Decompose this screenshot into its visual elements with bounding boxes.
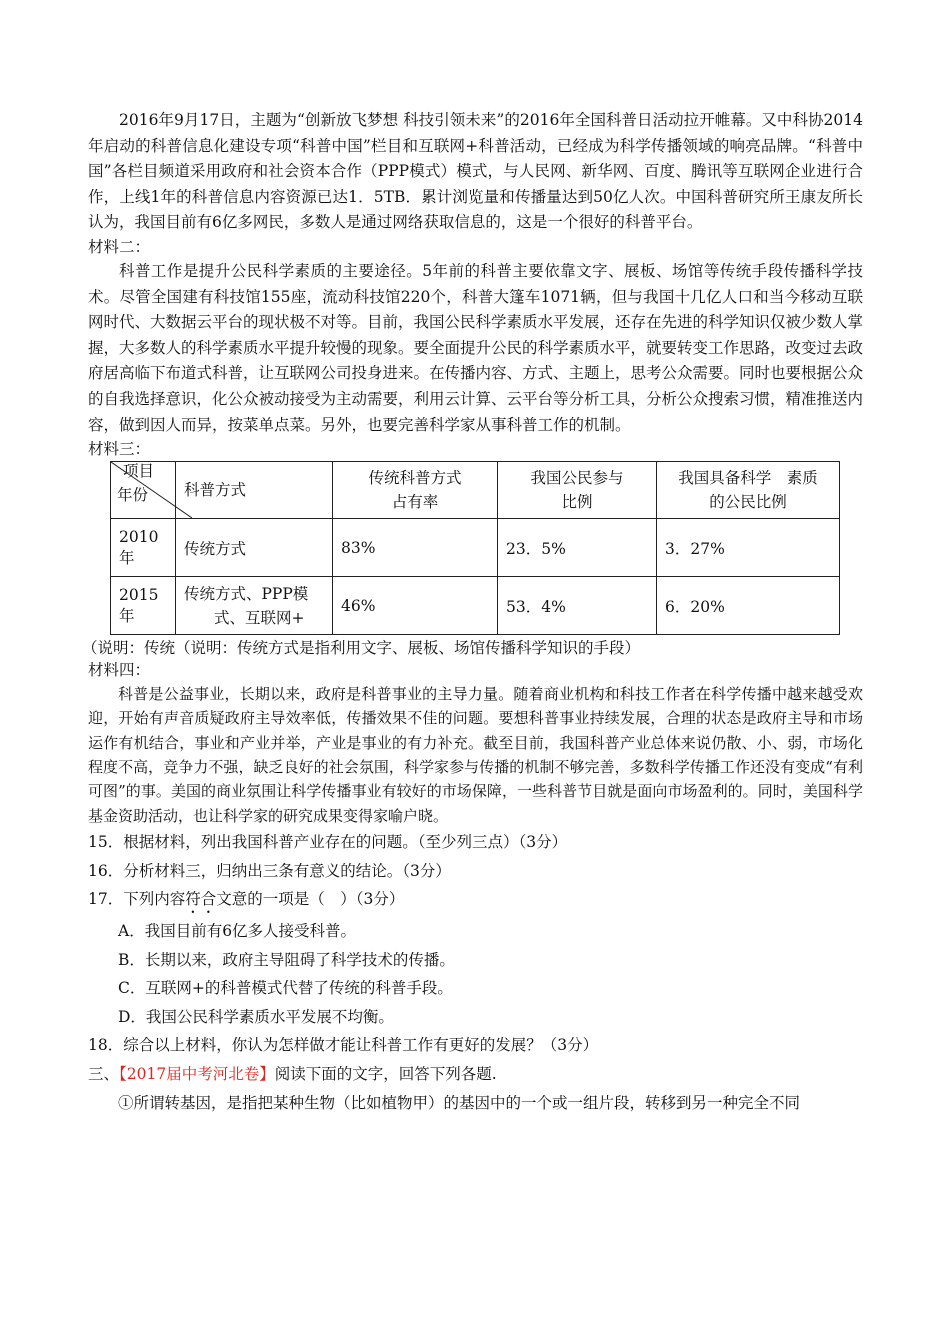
table-row	[111, 519, 840, 577]
question-15: 15．根据材料，列出我国科普产业存在的问题。（至少列三点）（3分）	[88, 832, 568, 851]
row-year: 2015年	[111, 577, 176, 635]
question-16: 16．分析材料三，归纳出三条有意义的结论。（3分）	[88, 861, 451, 880]
question-17-post: 文意的一项是（ ）（3分）	[216, 890, 405, 909]
row-participation: 53．4%	[498, 577, 657, 635]
section-3-heading	[88, 1060, 863, 1089]
material2-paragraph: 科普工作是提升公民科学素质的主要途径。5年前的科普主要依靠文字、展板、场馆等传统手段传播科学技术。尽管全国建有科技馆155座，流动科技馆220个，科普大篷车1071辆，但与我国十几亿人口和当今移动互联网时代、大数据云平台的现状极不对等。目前，我国公民科学素质水平发展，还存在先进的科学知识仅被少数人掌握，大多数人的科学素质水平提升较慢的现象。要全面提升公民的科学素质水平，就要转变工作思路，改变过去政府居高临下布道式科普，让互联网公司投身进来。在传播内容、方式、主题上，思考公众需要。同时也要根据公众的自我选择意识，化公众被动接受为主动需要，利用云计算、云平台等分析工具，分析公众搜索习惯，精准推送内容，做到因人而异，按菜单点菜。另外，也要完善科学家从事科普工作的机制。	[88, 261, 864, 434]
material1-paragraph: 2016年9月17日，主题为“创新放飞梦想 科技引领未来”的2016年全国科普日活动拉开帷幕。又中科协2014年启动的科普信息化建设专项“科普中国”栏目和互联网+科普活动，已经成为科学传播领域的响亮品牌。“科普中国”各栏目频道采用政府和社会资本合作（PPP模式）模式，与人民网、新华网、百度、腾讯等互联网企业进行合作，上线1年的科普信息内容资源已达1．5TB．累计浏览量和传播量达到50亿人次。中国科普研究所王康友所长认为，我国目前有6亿多网民，多数人是通过网络获取信息的，这是一个很好的科普平台。	[88, 111, 863, 232]
row-participation: 23．5%	[498, 519, 657, 577]
header-share-line2: 占有率	[391, 493, 439, 512]
option-d: D．我国公民科学素质水平发展不均衡。	[118, 1007, 394, 1026]
table-row	[111, 577, 840, 635]
question-18: 18．综合以上材料，你认为怎样做才能让科普工作有更好的发展？（3分）	[88, 1036, 599, 1055]
header-mode	[176, 462, 333, 519]
material4-paragraph: 科普是公益事业，长期以来，政府是科普事业的主导力量。随着商业机构和科技工作者在科学传播中越来越受欢迎，开始有声音质疑政府主导效率低，传播效果不佳的问题。要想科普事业持续发展，合理的状态是政府主导和市场运作有机结合，事业和产业并举，产业是事业的有力补充。截至目前，我国科普产业总体来说仍散、小、弱，市场化程度不高，竞争力不强，缺乏良好的社会氛围，科学家参与传播的机制不够完善，多数科学传播工作还没有变成“有利可图”的事。美国的商业氛围让科学传播事业有较好的市场保障，一些科普节目就是面向市场盈利的。同时，美国科学基金资助活动，也让科学家的研究成果变得家喻户晓。	[88, 685, 863, 825]
option-c: C．互联网+的科普模式代替了传统的科普手段。	[118, 979, 453, 998]
row-mode: 传统方式	[176, 519, 333, 577]
material4-label: 材料四：	[88, 661, 151, 680]
option-b: B．长期以来，政府主导阻碍了科学技术的传播。	[118, 950, 455, 969]
document-page	[82, 108, 864, 1117]
header-share	[333, 462, 498, 519]
material3-label: 材料三：	[88, 440, 151, 459]
header-literacy-line1: 我国具备科学 素质	[678, 469, 818, 488]
row-year: 2010年	[111, 519, 176, 577]
question-17-emphasis: 符合	[185, 890, 217, 909]
table-header-row	[111, 462, 840, 519]
header-share-line1: 传统科普方式	[368, 469, 462, 488]
header-participation-line2: 比例	[561, 493, 593, 512]
question-17-pre: 17．下列内容	[88, 890, 186, 909]
section-3-number: 三、	[88, 1065, 120, 1084]
row-literacy: 6．20%	[657, 577, 840, 635]
row-share: 46%	[333, 577, 498, 635]
material2-label: 材料二：	[88, 237, 151, 256]
question-17	[88, 885, 863, 917]
header-literacy-line2: 的公民比例	[709, 493, 787, 512]
row-share: 83%	[333, 519, 498, 577]
row-mode-line1: 传统方式、PPP模	[184, 584, 309, 603]
section-3-instruction: 阅读下面的文字，回答下列各题.	[274, 1065, 497, 1084]
table-corner-cell	[111, 462, 176, 519]
header-literacy	[657, 462, 840, 519]
row-mode	[176, 577, 333, 635]
corner-bottom-label: 年份	[117, 486, 149, 505]
header-mode-text: 科普方式	[184, 481, 247, 500]
header-participation-line1: 我国公民参与	[530, 469, 624, 488]
survey-table	[110, 461, 840, 635]
passage-first-line: ①所谓转基因，是指把某种生物（比如植物甲）的基因中的一个或一组片段，转移到另一种完全不同	[118, 1093, 801, 1112]
table-note: （说明：传统（说明：传统方式是指利用文字、展板、场馆传播科学知识的手段）	[82, 639, 641, 658]
corner-top-label: 项目	[123, 462, 155, 481]
row-mode-line2: 式、互联网+	[214, 608, 305, 627]
row-literacy: 3．27%	[657, 519, 840, 577]
section-3-source: 【2017届中考河北卷】	[119, 1065, 275, 1084]
option-a: A．我国目前有6亿多人接受科普。	[118, 922, 357, 941]
header-participation	[498, 462, 657, 519]
